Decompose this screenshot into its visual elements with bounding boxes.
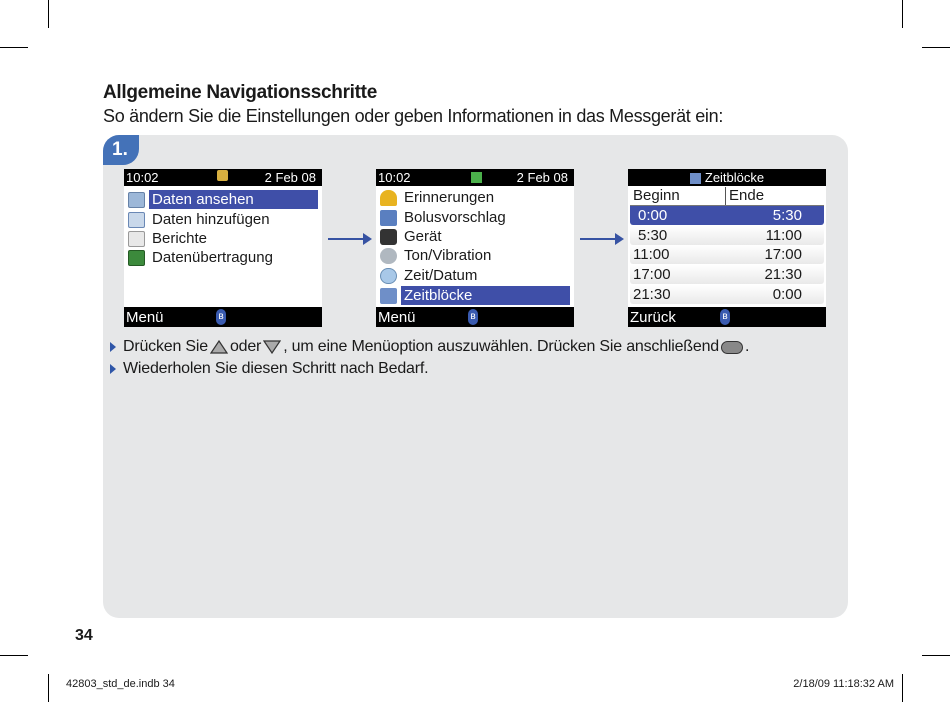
menu-item-label: Daten ansehen	[149, 190, 318, 209]
instruction-line	[110, 338, 749, 356]
hourglass-icon	[380, 288, 397, 304]
menu-item-label: Berichte	[152, 230, 208, 247]
menu-item-label: Zeit/Datum	[404, 267, 478, 284]
bluetooth-icon: ʙ	[720, 309, 730, 325]
block-end: 17:00	[764, 246, 802, 263]
arrow-right-icon	[328, 238, 370, 240]
bolus-icon	[380, 210, 397, 226]
crop-mark	[922, 47, 950, 48]
column-end: Ende	[729, 187, 765, 204]
user-icon	[217, 170, 228, 181]
step-badge: 1.	[103, 135, 139, 165]
block-start: 5:30	[638, 227, 668, 244]
menu-item-berichte[interactable]	[128, 229, 318, 248]
bluetooth-icon: ʙ	[468, 309, 478, 325]
block-end: 0:00	[772, 286, 802, 303]
menu-item-label: Datenübertragung	[152, 249, 273, 266]
instruction-text: Drücken Sie	[123, 338, 208, 355]
softkey-bar	[628, 307, 826, 327]
time-block-row[interactable]	[630, 265, 824, 284]
menu-item-ton-vibration[interactable]	[380, 246, 570, 265]
softkey-bar	[376, 307, 574, 327]
status-date: 2 Feb 08	[264, 170, 316, 185]
crop-mark	[902, 0, 903, 28]
section-subheading: So ändern Sie die Einstellungen oder geben Informationen in das Messgerät ein:	[103, 106, 724, 126]
page-number: 34	[75, 627, 93, 644]
check-icon	[471, 172, 482, 183]
block-start: 17:00	[633, 266, 671, 283]
device-screen-time-blocks	[628, 169, 826, 327]
hourglass-icon	[690, 173, 701, 184]
menu-item-daten-ansehen[interactable]	[128, 190, 318, 209]
crop-mark	[0, 47, 28, 48]
logbook-icon	[128, 192, 145, 208]
bullet-triangle-icon	[110, 342, 116, 352]
device-screen-settings-menu	[376, 169, 574, 327]
column-divider	[725, 187, 726, 205]
status-time: 10:02	[126, 170, 159, 185]
crop-mark	[0, 655, 28, 656]
menu-item-daten-hinzufuegen[interactable]	[128, 210, 318, 229]
device-icon	[380, 229, 397, 245]
time-block-row[interactable]	[630, 285, 824, 304]
block-end: 5:30	[772, 207, 802, 224]
bell-icon	[380, 190, 397, 206]
status-bar	[376, 169, 574, 186]
instruction-text: , um eine Menüoption auszuwählen. Drücken Sie anschließend	[283, 338, 719, 355]
column-begin: Beginn	[633, 187, 680, 204]
menu-item-zeit-datum[interactable]	[380, 266, 570, 285]
block-end: 11:00	[765, 227, 802, 244]
print-slug-left: 42803_std_de.indb 34	[66, 678, 175, 690]
menu-item-label: Daten hinzufügen	[152, 211, 270, 228]
up-button-icon	[210, 340, 228, 354]
bluetooth-icon: ʙ	[216, 309, 226, 325]
block-start: 21:30	[633, 286, 671, 303]
report-icon	[128, 231, 145, 247]
print-slug-right: 2/18/09 11:18:32 AM	[793, 678, 894, 690]
softkey-menu[interactable]: Menü	[378, 308, 416, 326]
time-block-row[interactable]	[630, 206, 824, 225]
instruction-line	[110, 360, 428, 378]
menu-item-label: Ton/Vibration	[404, 247, 492, 264]
add-data-icon	[128, 212, 145, 228]
status-date: 2 Feb 08	[516, 170, 568, 185]
status-time: 10:02	[378, 170, 411, 185]
menu-item-label: Zeitblöcke	[401, 286, 570, 305]
instruction-text: .	[744, 338, 750, 355]
screen-title	[628, 169, 826, 186]
block-start: 11:00	[633, 246, 670, 263]
transfer-icon	[128, 250, 145, 266]
menu-item-erinnerungen[interactable]	[380, 188, 570, 207]
instruction-text: oder	[229, 338, 262, 355]
screen-title-label: Zeitblöcke	[704, 170, 765, 185]
menu-item-geraet[interactable]	[380, 227, 570, 246]
crop-mark	[922, 655, 950, 656]
menu-item-label: Gerät	[404, 228, 442, 245]
time-block-row[interactable]	[630, 226, 824, 245]
menu-item-label: Bolusvorschlag	[404, 209, 506, 226]
arrow-right-icon	[580, 238, 622, 240]
softkey-menu[interactable]: Menü	[126, 308, 164, 326]
menu-item-datenuebertragung[interactable]	[128, 248, 318, 267]
time-block-row[interactable]	[630, 245, 824, 264]
softkey-back[interactable]: Zurück	[630, 308, 676, 326]
crop-mark	[902, 674, 903, 702]
instruction-text: Wiederholen Sie diesen Schritt nach Bedarf.	[123, 360, 429, 377]
device-screen-main-menu	[124, 169, 322, 327]
clock-icon	[380, 268, 397, 284]
crop-mark	[48, 0, 49, 28]
menu-item-bolusvorschlag[interactable]	[380, 208, 570, 227]
crop-mark	[48, 674, 49, 702]
section-heading: Allgemeine Navigationsschritte	[103, 82, 377, 103]
bullet-triangle-icon	[110, 364, 116, 374]
menu-item-label: Erinnerungen	[404, 189, 495, 206]
ok-button-icon	[721, 341, 743, 354]
block-end: 21:30	[764, 266, 802, 283]
menu-item-zeitbloecke[interactable]	[380, 286, 570, 305]
softkey-bar	[124, 307, 322, 327]
status-bar	[124, 169, 322, 186]
speaker-icon	[380, 248, 397, 264]
down-button-icon	[263, 340, 281, 354]
time-block-header	[628, 186, 826, 206]
block-start: 0:00	[638, 207, 668, 224]
